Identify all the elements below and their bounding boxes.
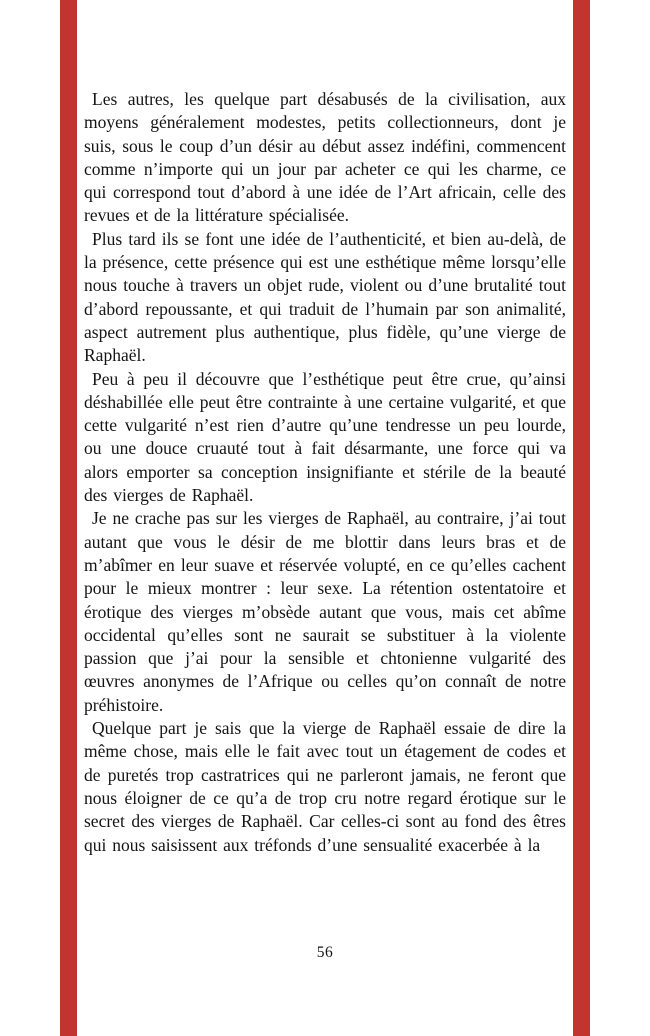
paragraph: Les autres, les quelque part désabusés de la civilisation, aux moyens généralement modestes, petits collectionneurs, dont je suis, sous le coup d’un désir au début assez indéfini, commencent comme n’importe qui un jour par acheter ce qui les charme, ce qui correspond tout d’abord à une idée de l’Art africain, celle des revues et de la littérature spécialisée. bbox=[84, 89, 566, 226]
page-number: 56 bbox=[316, 944, 334, 961]
paragraph: Quelque part je sais que la vierge de Raphaël essaie de dire la même chose, mais elle le fait avec tout un étagement de codes et de puretés trop castratrices qui ne parleront jamais, ne feront que nous éloigner de ce qu’a de trop cru notre regard érotique sur le secret des vierges de Raphaël. Car celles-ci sont au fond des êtres qui nous saisissent aux tréfonds d’une sensualité exacerbée à la bbox=[84, 718, 566, 855]
paragraph: Je ne crache pas sur les vierges de Raphaël, au contraire, j’ai tout autant que vous le désir de me blottir dans leurs bras et de m’abîmer en leur suave et réservée volupté, en ce qu’elles cachent pour le mieux montrer : leur sexe. La rétention ostentatoire et érotique des vierges m’obsède autant que vous, mais cet abîme occidental qu’elles sont ne saurait se substituer à la violente passion que j’ai pour la sensible et chtonienne vulgarité des œuvres anonymes de l’Afrique ou celles qu’on connaît de notre préhistoire. bbox=[84, 508, 566, 715]
right-margin-rule bbox=[573, 0, 590, 1036]
left-margin-rule bbox=[60, 0, 77, 1036]
paragraph: Peu à peu il découvre que l’esthétique peut être crue, qu’ainsi déshabillée elle peut être contrainte à une certaine vulgarité, et que cette vulgarité n’est rien d’autre qu’une tendresse un peu lourde, ou une douce cruauté tout à fait désarmante, une force qui va alors emporter sa conception insignifiante et stérile de la beauté des vierges de Raphaël. bbox=[84, 368, 566, 506]
body-text bbox=[84, 88, 566, 857]
paragraph: Plus tard ils se font une idée de l’authenticité, et bien au-delà, de la présence, cette présence qui est une esthétique même lorsqu’elle nous touche à travers un objet rude, violent ou d’une brutalité tout d’abord repoussante, et qui traduit de l’humain par son animalité, aspect autrement plus authentique, plus fidèle, qu’une vierge de Raphaël. bbox=[84, 228, 566, 366]
